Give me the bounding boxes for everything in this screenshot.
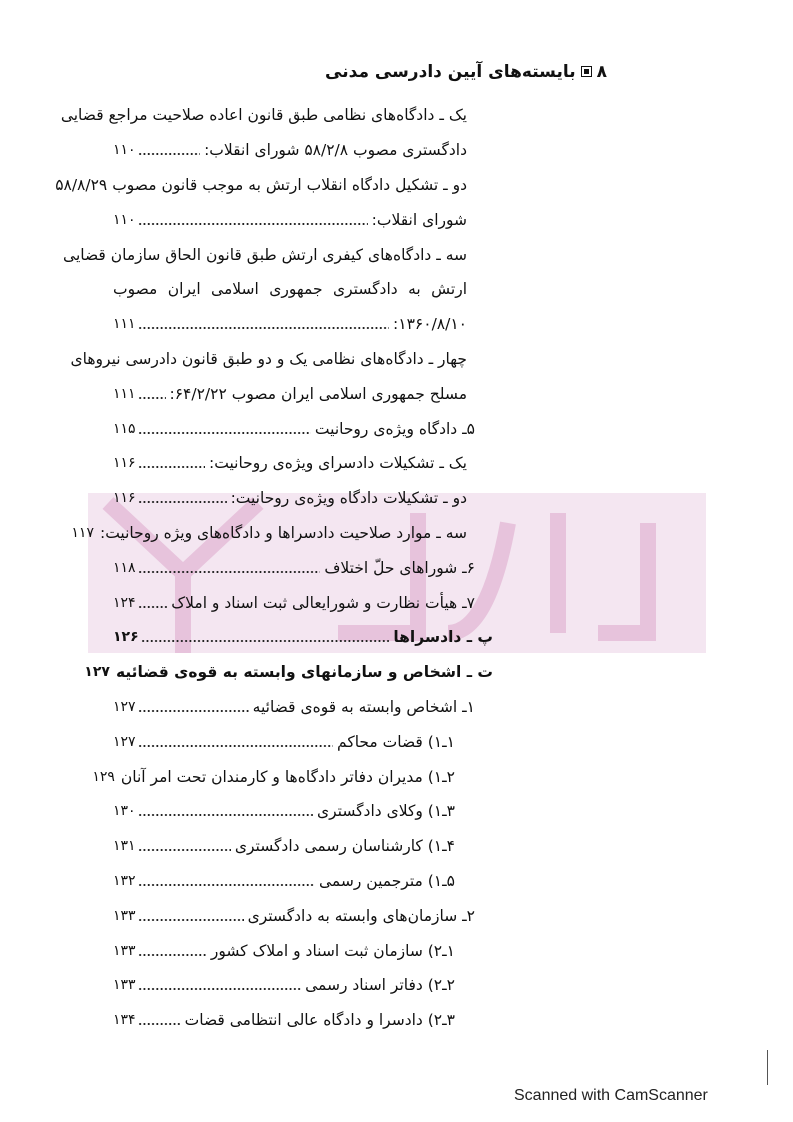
square-bullet-icon	[581, 66, 592, 77]
page-header	[325, 62, 607, 82]
toc-entry-title: مسلح جمهوری اسلامی ایران مصوب ۶۴/۲/۲۲:	[169, 384, 467, 403]
toc-entry-title: دادگستری مصوب ۵۸/۲/۸ شورای انقلاب:	[204, 141, 467, 160]
toc-entry-page: ۱۱۱	[113, 385, 136, 402]
toc-entry	[113, 864, 493, 899]
toc-entry	[113, 550, 493, 585]
toc-entry	[113, 202, 493, 237]
toc-entry	[113, 829, 493, 864]
toc-entry	[113, 272, 493, 307]
toc-entry-page: ۱۱۱	[113, 316, 136, 333]
toc-entry-page: ۱۲۶	[113, 629, 139, 646]
toc-entry	[113, 794, 493, 829]
toc-entry-title: ۱ـ۲) سازمان ثبت اسناد و املاک کشور	[210, 941, 455, 960]
toc-entry	[113, 307, 493, 342]
dot-leader	[138, 465, 205, 469]
toc-entry	[113, 376, 493, 411]
toc-entry	[113, 585, 493, 620]
toc-entry-title: ۲ـ سازمان‌های وابسته به دادگستری	[247, 906, 475, 925]
toc-entry-title: سه ـ موارد صلاحیت دادسراها و دادگاه‌های ویژه روحانیت:	[99, 523, 467, 542]
toc-entry-page: ۱۱۵	[113, 420, 136, 437]
dot-leader	[138, 709, 249, 713]
toc-entry	[113, 724, 493, 759]
toc-entry	[55, 168, 493, 203]
toc-entry	[63, 237, 493, 272]
dot-leader	[141, 639, 390, 643]
dot-leader	[138, 570, 321, 574]
toc-entry	[60, 98, 493, 133]
toc-entry-page: ۱۱۷	[71, 524, 94, 541]
dot-leader	[138, 152, 201, 156]
toc-entry	[113, 690, 493, 725]
toc-entry	[71, 516, 493, 551]
toc-entry-title: دو ـ تشکیلات دادگاه ویژه‌ی روحانیت:	[230, 489, 467, 508]
toc-entry-page: ۱۲۷	[113, 733, 136, 750]
toc-entry-page: ۱۳۳	[113, 942, 136, 959]
toc-entry-page: ۱۱۰	[113, 211, 136, 228]
toc-entry-page: ۱۳۴	[113, 1012, 136, 1029]
toc-entry	[113, 620, 493, 655]
dot-leader	[138, 848, 231, 852]
toc-entry-page: ۱۱۰	[113, 142, 136, 159]
toc-entry	[113, 133, 493, 168]
dot-leader	[138, 1022, 181, 1026]
toc-entry-title: یک ـ تشکیلات دادسرای ویژه‌ی روحانیت:	[209, 454, 467, 473]
toc-entry-title: چهار ـ دادگاه‌های نظامی یک و دو طبق قانون دادرسی نیروهای	[70, 349, 467, 368]
dot-leader	[138, 222, 368, 226]
toc-entry-title: ۳ـ۲) دادسرا و دادگاه عالی انتظامی قضات	[184, 1011, 455, 1030]
toc-entry	[113, 933, 493, 968]
toc-entry	[113, 898, 493, 933]
dot-leader	[138, 605, 168, 609]
dot-leader	[138, 431, 311, 435]
toc-entry	[113, 481, 493, 516]
toc-entry-title: ت ـ اشخاص و سازمانهای وابسته به قوه‌ی قضائیه	[115, 663, 493, 682]
toc-entry-page: ۱۳۳	[113, 907, 136, 924]
toc-entry-page: ۱۳۲	[113, 872, 136, 889]
toc-entry-page: ۱۱۶	[113, 490, 136, 507]
dot-leader	[138, 813, 313, 817]
toc-entry-page: ۱۲۷	[113, 698, 136, 715]
toc-entry	[84, 655, 493, 690]
toc-entry-title: ۷ـ هیأت نظارت و شورایعالی ثبت اسناد و املاک	[171, 593, 475, 612]
page-edge-line	[767, 1050, 768, 1085]
toc-entry	[70, 342, 493, 377]
toc-entry-title: ۲ـ۲) دفاتر اسناد رسمی	[305, 976, 455, 995]
dot-leader	[138, 744, 333, 748]
toc-entry-title: ۱ـ۱) قضات محاکم	[337, 732, 455, 751]
dot-leader	[138, 953, 207, 957]
toc-entry-title: شورای انقلاب:	[371, 210, 467, 229]
toc-entry-title: ۳ـ۱) وکلای دادگستری	[316, 802, 455, 821]
dot-leader	[138, 987, 302, 991]
toc-entry	[113, 411, 493, 446]
toc-entry-title: ۶ـ شوراهای حلّ اختلاف	[324, 558, 475, 577]
dot-leader	[138, 396, 166, 400]
toc-entry-page: ۱۱۸	[113, 559, 136, 576]
toc-entry-title: ۲ـ۱) مدیران دفاتر دادگاه‌ها و کارمندان تحت امر آنان	[120, 767, 455, 786]
book-title: بایسته‌های آیین دادرسی مدنی	[325, 62, 576, 82]
toc-entry	[113, 446, 493, 481]
toc-entry-title: ۵ـ دادگاه ویژه‌ی روحانیت	[314, 419, 475, 438]
dot-leader	[138, 500, 227, 504]
toc-entry-title: یک ـ دادگاه‌های نظامی طبق قانون اعاده صلاحیت مراجع قضایی	[60, 106, 467, 125]
toc-entry-page: ۱۱۶	[113, 455, 136, 472]
table-of-contents	[55, 98, 493, 1038]
toc-entry-page: ۱۳۳	[113, 977, 136, 994]
toc-entry-title: پ ـ دادسراها	[393, 628, 493, 647]
page-number: ۸	[596, 62, 607, 82]
toc-entry-page: ۱۲۴	[113, 594, 136, 611]
toc-entry-title: دو ـ تشکیل دادگاه انقلاب ارتش به موجب قانون مصوب ۵۸/۸/۲۹	[55, 175, 467, 194]
toc-entry-title: ۴ـ۱) کارشناسان رسمی دادگستری	[234, 837, 455, 856]
toc-entry	[92, 759, 493, 794]
toc-entry-title: ۱۳۶۰/۸/۱۰:	[393, 315, 467, 334]
toc-entry-title: سه ـ دادگاه‌های کیفری ارتش طبق قانون الحاق سازمان قضایی	[63, 245, 467, 264]
toc-entry-title: ۱ـ اشخاص وابسته به قوه‌ی قضائیه	[252, 697, 475, 716]
scanner-watermark-text: Scanned with CamScanner	[514, 1087, 708, 1104]
toc-entry-page: ۱۲۷	[84, 664, 110, 681]
toc-entry-page: ۱۳۱	[113, 838, 136, 855]
dot-leader	[138, 326, 389, 330]
toc-entry-title: ارتش به دادگستری جمهوری اسلامی ایران مصوب	[113, 280, 467, 299]
toc-entry	[113, 1003, 493, 1038]
dot-leader	[138, 883, 315, 887]
toc-entry-title: ۵ـ۱) مترجمین رسمی	[318, 871, 455, 890]
toc-entry-page: ۱۲۹	[92, 768, 115, 785]
toc-entry	[113, 968, 493, 1003]
toc-entry-page: ۱۳۰	[113, 803, 136, 820]
dot-leader	[138, 918, 244, 922]
